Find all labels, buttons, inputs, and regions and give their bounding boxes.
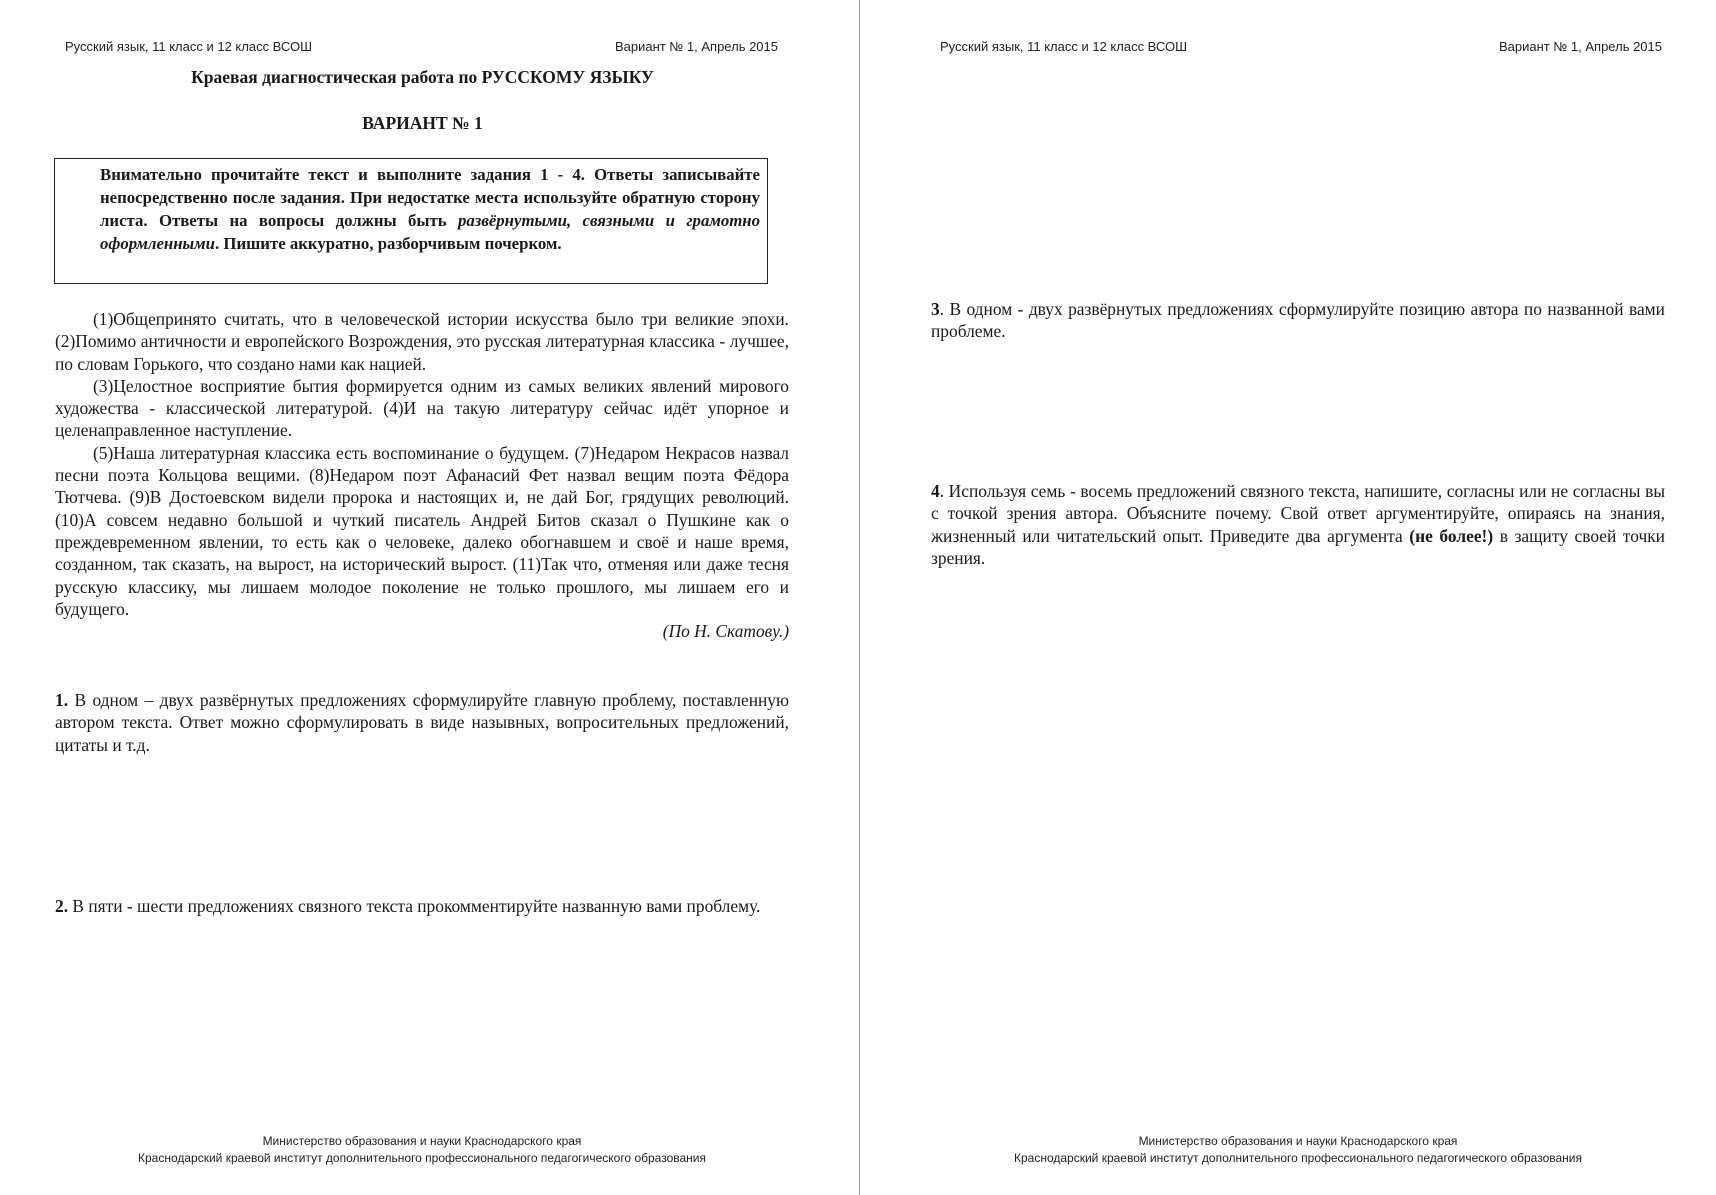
text-paragraph-2: (3)Целостное восприятие бытия формируется одним из самых великих явлений мирового художества - классической литературой. (4)И на такую литературу сейчас идёт упорное и целенаправленное наступление.: [55, 375, 789, 441]
footer-left: [55, 1133, 789, 1167]
task-2-text: В пяти - шести предложениях связного текста прокомментируйте названную вами проблему.: [72, 896, 761, 916]
task-1-number: 1.: [55, 690, 69, 710]
task-4-bold-note: (не более!): [1409, 525, 1494, 546]
footer-right: [931, 1133, 1665, 1167]
page-right: [861, 0, 1716, 1195]
task-4: [931, 480, 1665, 569]
task-3: [931, 298, 1665, 343]
text-source: (По Н. Скатову.): [662, 621, 789, 642]
header-subject-right: Русский язык, 11 класс и 12 класс ВСОШ: [940, 39, 1188, 54]
task-4-text: . Используя семь - восемь предложений связного текста, напишите, согласны или не согласны вы с точкой зрения автора. Объясните почему. Свой ответ аргументируйте, опираясь на знания, жизненный или читательский опыт. Приведите два аргумента: [931, 481, 1665, 546]
instructions-text: Внимательно прочитайте текст и выполните задания 1 - 4. Ответы записывайте непосредственно после задания. При недостатке места используйте обратную сторону листа. Ответы на вопросы должны быть развёрнутыми, связными и грамотно оформленными. Пишите аккуратно, разборчивым почерком.: [100, 165, 760, 253]
header-variant: Вариант № 1, Апрель 2015: [614, 39, 778, 54]
task-4-tail: в защиту своей точки зрения.: [931, 525, 1665, 568]
text-paragraph-3: (5)Наша литературная классика есть воспоминание о будущем. (7)Недаром Некрасов назвал песни поэта Кольцова вещими. (8)Недаром поэт Афанасий Фет назвал вещим поэта Фёдора Тютчева. (9)В Достоевском видели пророка и настоящих и, не дай Бог, грядущих революций. (10)А совсем недавно большой и чуткий писатель Андрей Битов сказал о Пушкине как о преждевременном явлении, то есть как о человеке, далеко обогнавшем и своё и наше время, созданном, так сказать, на вырост, на исторический вырост. (11)Так что, отменяя или даже тесня русскую классику, мы лишаем молодое поколение не только прошлого, мы лишаем его и будущего.: [55, 442, 789, 619]
task-3-number: 3: [931, 299, 940, 319]
document-title: Краевая диагностическая работа по РУССКОМУ ЯЗЫКУ: [191, 67, 654, 87]
task-1: [55, 689, 789, 756]
footer-ministry: Министерство образования и науки Краснодарского края: [262, 1134, 582, 1148]
task-2-number: 2.: [55, 896, 69, 916]
footer-institute: Краснодарский краевой институт дополнительного профессионального педагогического образования: [137, 1151, 706, 1165]
instructions-italic: развёрнутыми, связными и грамотно оформленными: [100, 211, 760, 253]
task-3-text: . В одном - двух развёрнутых предложениях сформулируйте позицию автора по названной вами проблеме.: [931, 299, 1665, 342]
footer-ministry-right: Министерство образования и науки Краснодарского края: [1138, 1134, 1458, 1148]
footer-institute-right: Краснодарский краевой институт дополнительного профессионального педагогического образования: [1013, 1151, 1582, 1165]
text-paragraph-1: (1)Общепринято считать, что в человеческой истории искусства было три великие эпохи. (2)Помимо античности и европейского Возрождения, это русская литературная классика - лучшее, по словам Горького, что создано нами как нацией.: [55, 309, 789, 374]
task-4-number: 4: [931, 481, 940, 501]
header-variant-right: Вариант № 1, Апрель 2015: [1498, 39, 1662, 54]
instructions-box: [54, 158, 768, 284]
task-2: [55, 895, 789, 917]
header-subject: Русский язык, 11 класс и 12 класс ВСОШ: [65, 39, 313, 54]
variant-title: ВАРИАНТ № 1: [362, 113, 483, 133]
source-text: [55, 308, 789, 642]
task-1-text: В одном – двух развёрнутых предложениях сформулируйте главную проблему, поставленную автором текста. Ответ можно сформулировать в виде назывных, вопросительных предложений, цитаты и т.д.: [55, 690, 789, 755]
